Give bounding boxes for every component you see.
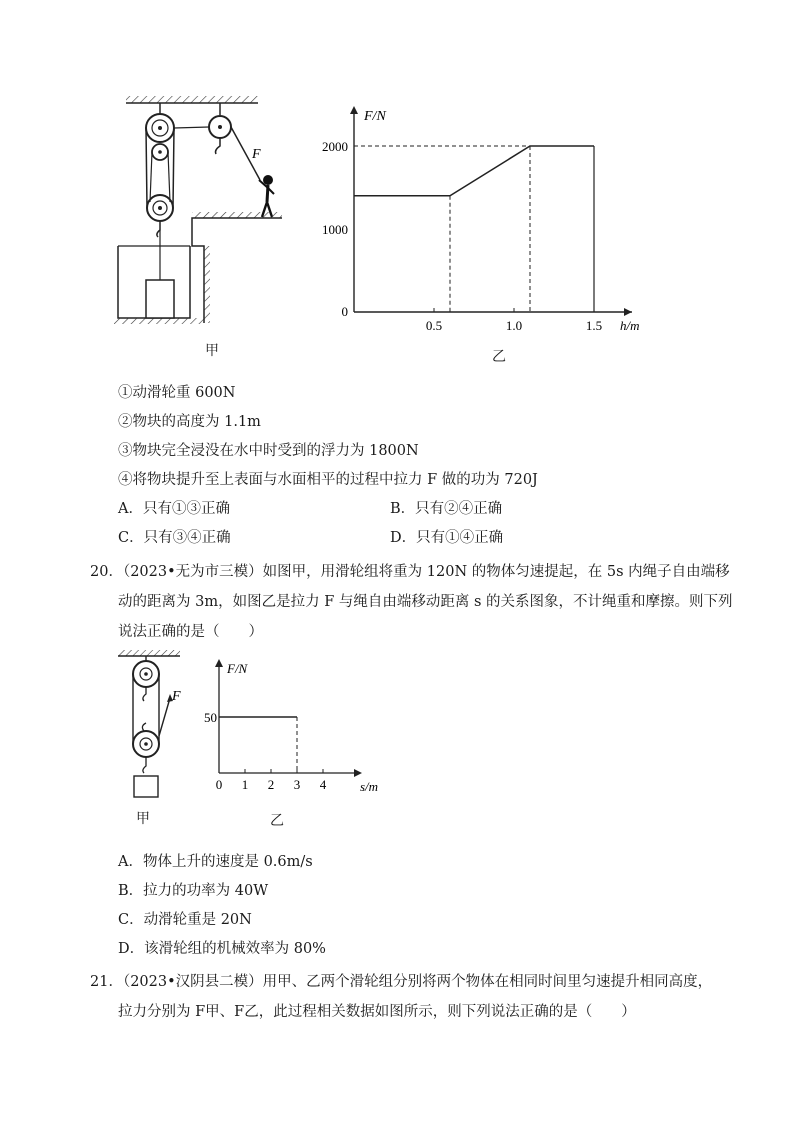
y-axis-arrow bbox=[350, 106, 358, 114]
figure2-chart bbox=[200, 655, 400, 800]
x-tick-label: 4 bbox=[319, 777, 327, 792]
y-tick-label: 2000 bbox=[322, 139, 348, 154]
x-axis-arrow bbox=[624, 308, 632, 316]
y-axis-label: F/N bbox=[227, 661, 248, 676]
q20-option-d: D．该滑轮组的机械效率为 80% bbox=[118, 941, 326, 957]
x-tick-label: 1.0 bbox=[505, 318, 523, 333]
q21-stem-line2: 拉力分别为 F甲、F乙，此过程相关数据如图所示，则下列说法正确的是（ ） bbox=[118, 1004, 636, 1020]
q19-option-b: B．只有②④正确 bbox=[390, 501, 503, 517]
figure2-caption-left: 甲 bbox=[136, 811, 150, 827]
q20-option-a: A．物体上升的速度是 0.6m/s bbox=[118, 854, 313, 870]
q20-stem-line3: 说法正确的是（ ） bbox=[118, 624, 263, 640]
q20-stem-line2: 动的距离为 3m，如图乙是拉力 F 与绳自由端移动距离 s 的关系图象，不计绳重和摩擦。则下列 bbox=[118, 594, 733, 610]
x-tick-label: 1 bbox=[241, 777, 249, 792]
q19-statement-3: ③物块完全浸没在水中时受到的浮力为 1800N bbox=[118, 443, 419, 459]
x-tick-label: 2 bbox=[267, 777, 275, 792]
q19-option-c: C．只有③④正确 bbox=[118, 530, 231, 546]
figure2-apparatus bbox=[112, 648, 202, 800]
q20-option-b: B．拉力的功率为 40W bbox=[118, 883, 269, 899]
x-axis-arrow bbox=[354, 769, 362, 777]
figure1-caption-left: 甲 bbox=[205, 343, 219, 359]
x-tick-label: 1.5 bbox=[585, 318, 603, 333]
y-tick-label: 50 bbox=[204, 710, 217, 725]
q21-stem-line1: 21．（2023•汉阴县二模）用甲、乙两个滑轮组分别将两个物体在相同时间里匀速提升相同高度， bbox=[90, 974, 713, 990]
q20-stem-line1: 20．（2023•无为市三模）如图甲，用滑轮组将重为 120N 的物体匀速提起，在 5s 内绳子自由端移 bbox=[90, 564, 730, 580]
q19-option-a: A．只有①③正确 bbox=[118, 501, 230, 517]
x-tick-label: 0 bbox=[215, 777, 223, 792]
x-tick-label: 0.5 bbox=[425, 318, 443, 333]
figure1-caption-right: 乙 bbox=[492, 349, 506, 365]
y-axis-arrow bbox=[215, 659, 223, 667]
figure2-caption-right: 乙 bbox=[270, 813, 284, 829]
q19-statement-1: ①动滑轮重 600N bbox=[118, 385, 236, 401]
series-line bbox=[354, 146, 594, 196]
q19-statement-4: ④将物块提升至上表面与水面相平的过程中拉力 F 做的功为 720J bbox=[118, 472, 538, 488]
force-label-f2: F bbox=[172, 689, 181, 704]
y-axis-label: F/N bbox=[364, 109, 386, 124]
figure1-chart bbox=[310, 100, 660, 335]
y-tick-label: 1000 bbox=[322, 222, 348, 237]
x-axis-label: h/m bbox=[620, 318, 640, 333]
q19-option-d: D．只有①④正确 bbox=[390, 530, 504, 546]
force-label-f: F bbox=[252, 147, 261, 162]
q20-option-c: C．动滑轮重是 20N bbox=[118, 912, 252, 928]
x-tick-label: 3 bbox=[293, 777, 301, 792]
x-axis-label: s/m bbox=[360, 779, 379, 794]
q19-statement-2: ②物块的高度为 1.1m bbox=[118, 414, 261, 430]
figure1-apparatus bbox=[110, 90, 310, 330]
y-tick-label: 0 bbox=[341, 304, 348, 319]
